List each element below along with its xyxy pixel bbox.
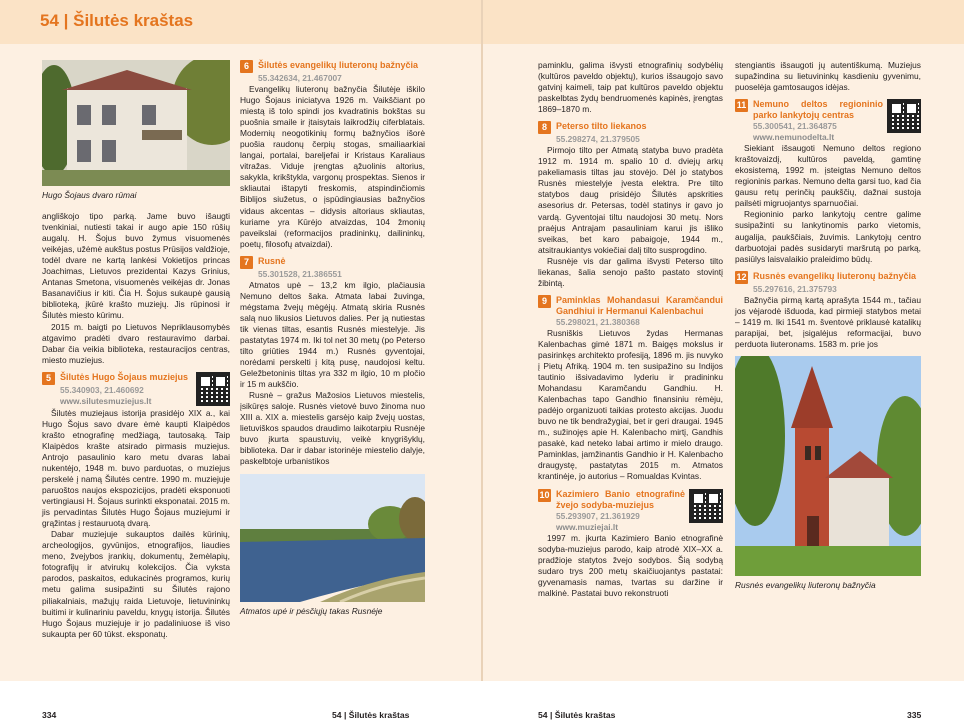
- paragraph: 1997 m. įkurta Kazimiero Banio etnografinė sodyba-muziejus parodo, kaip atrodė XIX–XX a. pradžioje statytos žvejo sodybos. Šią sodybą sudaro trys 200 metų skaičiuojantys pastatai: gyvenamasis namas, tvartas su daržine ir malkinė. Pastatai buvo rekonstruoti: [538, 532, 723, 598]
- paragraph: Atmatos upė – 13,2 km ilgio, plačiausia Nemuno deltos šaka. Atmata labai žuvinga, mėgstama žvejų mėgėjų. Atmatą skiria Rusnės salą nuo likusios Lietuvos dalies. Per ją nutiestas tik vienas tiltas, esantis Rusnės miestelyje. Jis pastatytas 1974 m. Iki tol net 30 metų (po Peterso tilto griūties 1944 m.) Rusnės gyventojai, norėdami perskelti į kitą pusę, naudojosi keltu. Geležbetoninis tiltas yra 332 m ilgio, 10 m pločio ir 15 m aukščio.: [240, 279, 425, 390]
- paragraph: Regioninio parko lankytojų centre galime susipažinti su lankytinomis parko vietomis, augalija, paukščiais, žuvimis. Lankytojų centro darbuotojai padės susidaryti maršrutą po parką, pasiūlys laisvalaikio praleidimo būdų.: [735, 209, 921, 264]
- paragraph: Pirmojo tilto per Atmatą statyba buvo pradėta 1912 m. 1914 m. spalio 10 d. dviejų arkų pakeliamasis tiltas jau stovėjo. Dėl jo statybos Rusnės miestelyje įvesta elektra. Pre tilto statybos daug prisidėjo Šilutės apskrities asesorius dr. Petersas, todėl statinys ir gavo jo vardą. Gyventojai tiltu naudojosi 30 metų. Nors praėjus Antrajam pasauliniam karui jis išliko sveikas, bet karo pabaigoje, 1944 m., atsitraukiantys vokiečiai dalį tilto susprogdino.: [538, 145, 723, 255]
- page-number-right: 335: [907, 710, 922, 720]
- section-title: Rusnė: [258, 255, 286, 266]
- manor-photo: [42, 60, 230, 186]
- section-11: [735, 99, 921, 265]
- coordinates: 55.293907, 21.361929: [556, 510, 640, 521]
- website-link[interactable]: www.nemunodelta.lt: [753, 132, 835, 143]
- coordinates: 55.342634, 21.467007: [258, 73, 342, 83]
- manor-illustration: [42, 60, 230, 186]
- section-title: Šilutės evangelikų liuteronų bažnyčia: [258, 60, 419, 70]
- column-1: [42, 60, 230, 720]
- section-number: 7: [240, 256, 253, 269]
- section-title: Šilutės Hugo Šojaus muziejus: [60, 371, 189, 382]
- section-number: 10: [539, 489, 550, 500]
- section-12: [735, 271, 921, 350]
- coordinates: 55.298274, 21.379505: [556, 134, 640, 145]
- page-gutter: [481, 0, 483, 681]
- paragraph: Rusniškis Lietuvos žydas Hermanas Kalenbachas gimė 1871 m. Baigęs mokslus ir pasirinkęs architekto profesiją, 1896 m. jis nuvyko į Pietų Afriką. 1904 m. ten susipažino su Indijos tautinio išsivadavimo lyderiu ir pradininku Mohandasu Karamčandu Gandhiu. H. Kalenbachas tapo Gandhio finansiniu rėmėju, padėjo organizuoti taikias protesto akcijas. Juodu buvo ne tik bendražygiai, bet ir geri draugai. 1945 m., sužinojęs apie H. Kalenbacho mirtį, Gandhis pasakė, kad neteko labai artimo ir mielo draugo. Paminklas, įamžinantis Gandhio ir H. Kalenbacho draugystę, pastatytas 2015 m. Atmatos krantinėje, jo autorius – Romualdas Kvintas.: [538, 327, 723, 482]
- paragraph: Evangelikų liuteronų bažnyčia Šilutėje iškilo Hugo Šojaus iniciatyva 1926 m. Vaikščiant po miestą iš tolo spindi jos kvadratinis bokštas su puošnia smaile ir įtaisytais laikrodžių ciferblatais. Modernių neogotikinių formų bažnyčios išorė puošia raudonų čerpių stogas, smailiaarkiai langai, portalai, bareljefai ir Kristaus Karaliaus vitražas. Viduje įrengtas ąžuolinis altorius, sakykla, krikštykla, vargonų prospektas. Sienos ir skliautai ištapyti freskomis, atspindinčiomis Biblijos siužetus, o įspūdingiausias bažnyčios vidaus akcentas – didysis altoriaus skliautas, kuriame yra Kūrėjo atvaizdas, 104 žmonių paveikslai (reformacijos pradininkų, dailininkų, poetų, filosofų atvaizdai).: [240, 84, 425, 249]
- paragraph: Siekiant išsaugoti Nemuno deltos regiono kraštovaizdį, kultūros paveldą, gamtinę ekosistemą, 1992 m. įsteigtas Nemuno deltos regioninis parkas. Nemuno delta garsi tuo, kad čia gausu retų perinčių paukščių, dažnai sustoja pailsėti migruojantys sparnuočiai.: [735, 143, 921, 209]
- section-title: Peterso tilto liekanos: [556, 121, 647, 132]
- qr-code-icon[interactable]: [689, 489, 723, 523]
- coordinates: 55.298021, 21.380368: [556, 316, 640, 327]
- page-number-left: 334: [42, 710, 57, 720]
- section-number: 6: [240, 60, 253, 73]
- photo-caption: Atmatos upė ir pėsčiųjų takas Rusnėje: [240, 605, 383, 616]
- section-5: [42, 372, 230, 640]
- qr-code-icon[interactable]: [887, 99, 921, 133]
- header-title: 54 | Šilutės kraštas: [40, 11, 194, 30]
- column-3: [538, 60, 723, 720]
- section-7: [240, 256, 425, 468]
- paragraph: Bažnyčia pirmą kartą aprašyta 1544 m., tačiau jos vėjarodė išduoda, kad pirmieji statybos metai – 1419 m. Iki 1541 m. šventovė priklausė katalikų parapijai, bet, įsigalėjus reformacijai, buvo perduota liuteronams. 1583 m. prie jos: [735, 294, 921, 349]
- website-link[interactable]: www.silutesmuziejus.lt: [60, 395, 152, 406]
- photo-caption: Hugo Šojaus dvaro rūmai: [42, 190, 137, 200]
- section-8: [538, 121, 723, 289]
- paragraph: Rusnėje vis dar galima išvysti Peterso tilto liekanas, šalia senojo pašto pastato stovintį žibintą.: [538, 255, 723, 288]
- section-number: 5: [42, 372, 55, 385]
- section-number: 11: [736, 100, 747, 111]
- section-title: Rusnės evangelikų liuteronų bažnyčia: [753, 270, 917, 281]
- coordinates: 55.301528, 21.386551: [258, 268, 342, 279]
- section-number: 12: [736, 271, 747, 282]
- section-title: Nemuno deltos regioninio parko lankytojų centras: [753, 99, 883, 121]
- section-number: 9: [538, 295, 551, 308]
- column-4: [735, 60, 922, 720]
- river-photo: [240, 474, 425, 602]
- paragraph: paminklu, galima išvysti etnografinių sodybėlių (kultūros paveldo objektų), kurios išsaugojo savo gatvinį kaimeli, taip pat kultūros paveldo objektu paskelbtas žydų bendruomenės kapinės, įrengtas 1869–1870 m.: [538, 60, 723, 115]
- website-link[interactable]: www.muziejai.lt: [556, 521, 619, 532]
- church-illustration: [735, 356, 921, 576]
- paragraph: 2015 m. baigti po Lietuvos Nepriklausomybės atgavimo pradėti dvaro restauravimo darbai. Dabar čia veikia biblioteka, restauracijos centras, miesto muziejus.: [42, 321, 230, 365]
- section-number: 8: [538, 121, 551, 134]
- photo-caption: Rusnės evangelikų liuteronų bažnyčia: [735, 579, 876, 590]
- paragraph: stengiantis išsaugoti jų autentiškumą. Muziejus supažindina su lietuvininkų kasdieniu gyvenimu, puoselėja gamtosaugos idėjas.: [735, 60, 921, 93]
- section-9: [538, 295, 723, 483]
- coordinates: 55.340903, 21.460692: [60, 384, 144, 395]
- church-photo: [735, 356, 921, 576]
- section-title: Paminklas Mohandasui Karamčandui Gandhiui ir Hermanui Kalenbachui: [556, 294, 723, 316]
- paragraph: angliškojo tipo parką. Jame buvo išaugti tvenkiniai, nutiesti takai ir augo apie 150 rūšių augalų. H. Šojus buvo žymus visuomenės veikėjas, užėmė aukštus postus Prūsijos valdžioje, todėl dvare ne kartą lankėsi Vokietijos princas Joachimas, Lietuvos prezidentai Kazys Grinius, Antanas Smetona, visuomenės veikėjas dr. Jonas Basanavičius ir kiti. Čia H. Šojus sukaupė gausią biblioteką, įkūrė krašto muziejų. Jis rūpinosi ir Šilutės miesto kūrimu.: [42, 211, 230, 321]
- coordinates: 55.297616, 21.375793: [753, 283, 837, 294]
- section-10: [538, 489, 723, 599]
- section-6: [240, 60, 425, 250]
- running-footer: 54 | Šilutės kraštas: [538, 710, 616, 720]
- paragraph: Dabar muziejuje sukauptos dailės kūrinių, archeologijos, gyvūnijos, etnografijos, liaudies meno, žvejybos įrankių, dokumentų, žemėlapių, fotografijų ir atvirukų kolekcijos. Čia vyksta parodos, paskaitos, edukacinės programos, kurių metu galima susipažinti su Šilutės rajono piliakalniais, mažųjų raida Lietuvoje, lietuvininkų buitimi ir kulinariniu paveldu, knygų istorija. Šilutės Hugo Šojaus muziejuje ir jo padaliniuose iš viso sukaupta per 60 tūkst. eksponatų.: [42, 529, 230, 639]
- column-2: [240, 60, 425, 720]
- paragraph: Šilutės muziejaus istorija prasidėjo XIX a., kai Hugo Šojus savo dvare ėmė kaupti Klaipėdos krašto etnografinę medžiagą, tautosaką. Taip Klaipėdos krašte atsirado pirmasis muziejus. Antrojo pasaulinio karo metu dvaras labai nukentėjo, 1948 m. buvo parduotas, o muziejus perskelė į namą Šilutės centre. 1990 m. muziejuje paruoštos naujos ekspozicijos, pradėti eksponuoti vertingiausi H. Šojaus surinkti eksponatai. 2015 m. jis pervadintas Šilutės Hugo Šojaus muziejumi ir grąžintas į restauruotą dvarą.: [42, 407, 230, 529]
- river-illustration: [240, 474, 425, 602]
- coordinates: 55.300541, 21.364875: [753, 121, 837, 132]
- running-footer: 54 | Šilutės kraštas: [332, 710, 410, 720]
- qr-code-icon[interactable]: [196, 372, 230, 406]
- section-title: Kazimiero Banio etnografinė žvejo sodyba-muziejus: [556, 488, 685, 510]
- paragraph: Rusnė – gražus Mažosios Lietuvos miestelis, įsikūręs saloje. Rusnės vietovė buvo žinoma nuo XIII a. XIX a. miestelis garsėjo kaip žvejų uostas, lietuviškos spaudos draudimo laikotarpiu Rusnėje buvo įkurta spaustuvių, veikė knygrišyklų, biblioteka. Dar ir dabar istorinėje miestelio dalyje, paskelbtoje urbanistikos: [240, 390, 425, 467]
